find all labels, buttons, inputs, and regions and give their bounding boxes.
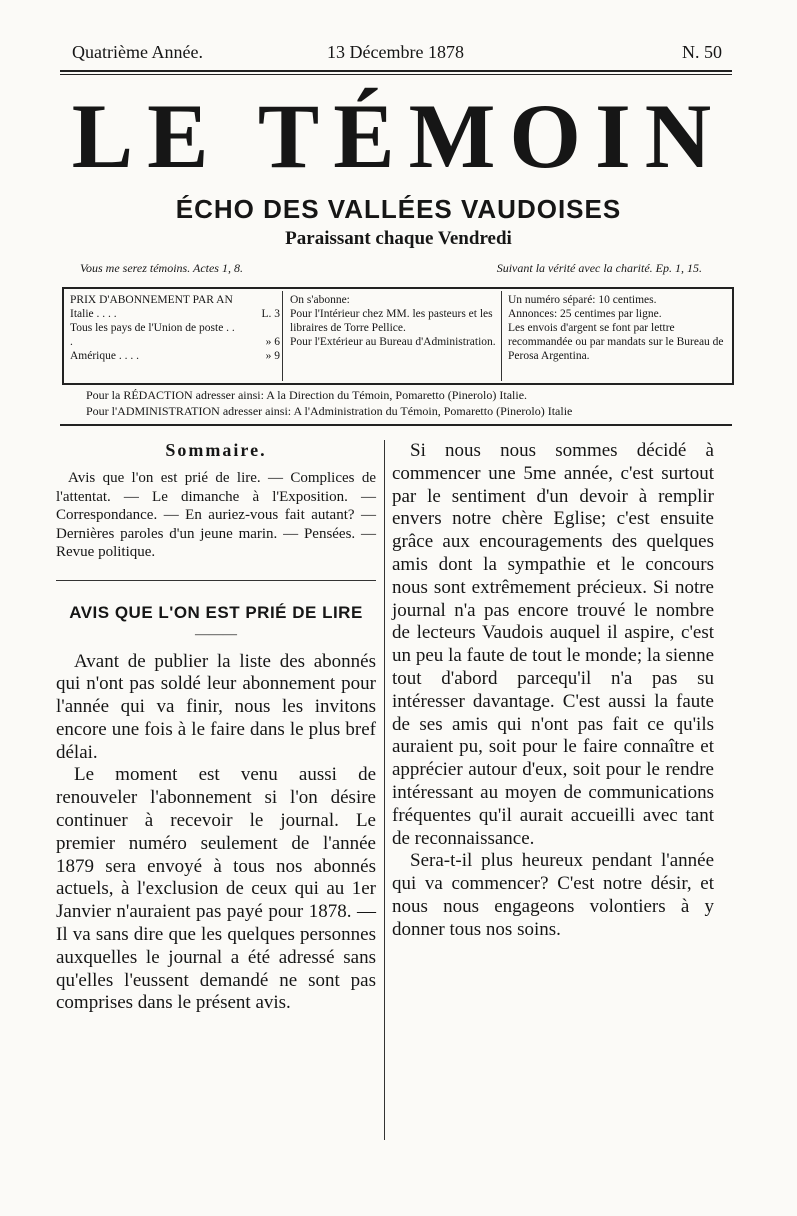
address-redaction: Pour la RÉDACTION adresser ainsi: A la Direction du Témoin, Pomaretto (Pinerolo) Italie.: [86, 388, 528, 402]
section-rule: [56, 580, 376, 581]
issue-number: N. 50: [682, 42, 722, 62]
price-row: [70, 349, 280, 363]
article-title: AVIS QUE L'ON EST PRIÉ DE LIRE: [69, 602, 363, 622]
publication-frequency: Paraissant chaque Vendredi: [285, 228, 512, 249]
issue-year: Quatrième Année.: [72, 42, 203, 62]
price-value: » 9: [265, 350, 280, 362]
article-paragraph: Le moment est venu aussi de renouveler l'abonnement si l'on désire continuer à recevoir le journal. Le premier numéro seulement de l'année 1879 sera envoyé à tous nos abonnés actuels, à l'exclusion de ceux qui au 1er Janvier n'auraient pas payé pour 1878. — Il va sans dire que les quelques personnes auxquelles le journal a été adressé sans qu'elles l'eussent demandé ne sont pas comprises dans le présent avis.: [56, 764, 376, 1014]
price-label: Amérique . . . .: [70, 350, 139, 362]
price-row: [70, 307, 280, 321]
header-rule-thin: [60, 74, 732, 75]
address-administration: Pour l'ADMINISTRATION adresser ainsi: A l'Administration du Témoin, Pomaretto (Pinerolo) Italie: [86, 404, 573, 418]
masthead-title: LE TÉMOIN: [71, 85, 726, 187]
issue-date: 13 Décembre 1878: [327, 42, 464, 62]
header-rule: [60, 70, 732, 72]
left-column: [56, 440, 376, 1015]
box-divider: [501, 291, 502, 381]
info-line: Un numéro séparé: 10 centimes.: [508, 294, 657, 306]
price-value: » 6: [265, 336, 280, 348]
motto-left: Vous me serez témoins. Actes 1, 8.: [80, 261, 243, 275]
where-line: On s'abonne:: [290, 294, 350, 306]
article-dash: ———: [195, 626, 237, 642]
sommaire-text: Avis que l'on est prié de lire. — Complices de l'attentat. — Le dimanche à l'Exposition. — Correspondance. — En auriez-vous fait autant? — Dernières paroles d'un jeune marin. — Pensées. — Revue politique.: [56, 470, 376, 560]
info-line: Annonces: 25 centimes par ligne.: [508, 308, 662, 320]
motto-right: Suivant la vérité avec la charité. Ep. 1, 15.: [496, 261, 702, 275]
addresses-rule: [60, 424, 732, 426]
price-label: Tous les pays de l'Union de poste . . .: [70, 322, 235, 348]
editorial-paragraph: Sera-t-il plus heureux pendant l'année qui va commencer? C'est notre désir, et nous nous engageons volontiers à y donner tous nos soins.: [392, 850, 714, 940]
where-line: Pour l'Extérieur au Bureau d'Administration.: [290, 336, 496, 348]
article-paragraph: Avant de publier la liste des abonnés qui n'ont pas soldé leur abonnement pour l'année qui va finir, nous les invitons encore une fois à le faire dans le plus bref délai.: [56, 650, 376, 763]
sommaire-title: Sommaire.: [165, 440, 267, 460]
subscription-prices: [70, 293, 280, 363]
info-line: Les envois d'argent se font par lettre recommandée ou par mandats sur le Bureau de Perosa Argentina.: [508, 322, 724, 362]
subscription-where: [290, 293, 498, 349]
price-row: [70, 321, 280, 349]
where-line: Pour l'Intérieur chez MM. les pasteurs et les libraires de Torre Pellice.: [290, 308, 493, 334]
subscription-box: [62, 287, 734, 385]
column-rule: [384, 440, 385, 1140]
prices-title: PRIX D'ABONNEMENT PAR AN: [70, 294, 233, 306]
right-column: [392, 440, 714, 942]
box-divider: [282, 291, 283, 381]
editorial-paragraph: Si nous nous sommes décidé à commencer une 5me année, c'est surtout par le sentiment d'un devoir à remplir envers notre chère Eglise; c'est ensuite grâce aux encouragements des quelques amis dont la sympathie et le concours nous sont extrêmement précieux. Si notre journal n'a pas encore trouvé le nombre de lecteurs Vaudois auquel il aspire, c'est un peu la faute de tout le monde; la sienne tout d'abord parcequ'il n'a pas su intéresser davantage. C'est aussi la faute de ses amis qui n'ont pas fait ce qu'ils auraient pu, soit pour le faire connaître et apprécier autour d'eux, soit pour le rendre intéressant au moyen de communications fréquentes qu'il aurait accueilli avec tant de reconnaissance.: [392, 440, 714, 849]
price-label: Italie . . . .: [70, 308, 117, 320]
subscription-info: [508, 293, 730, 363]
masthead-subtitle: ÉCHO DES VALLÉES VAUDOISES: [175, 194, 622, 224]
price-value: L. 3: [261, 308, 280, 320]
